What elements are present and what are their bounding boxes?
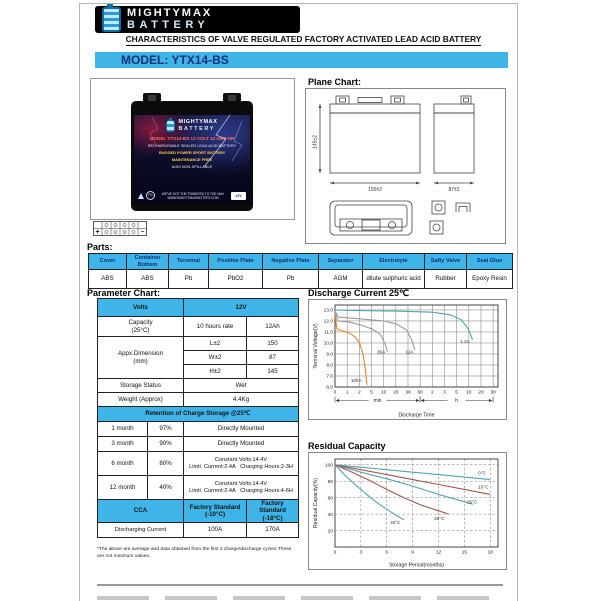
svg-text:Storage Period(months): Storage Period(months) <box>388 562 445 569</box>
svg-text:15: 15 <box>461 550 468 556</box>
pb-icon: Pb <box>146 191 155 200</box>
svg-text:0°C: 0°C <box>478 470 486 476</box>
bottom-separator <box>97 584 503 586</box>
svg-text:1: 1 <box>345 390 349 396</box>
volts-label: Volts <box>98 299 184 317</box>
svg-text:7.0: 7.0 <box>326 374 333 380</box>
svg-text:60: 60 <box>417 390 423 396</box>
dim-name: H±2 <box>184 365 247 379</box>
svg-text:18: 18 <box>487 550 493 556</box>
brand-logo <box>95 6 300 33</box>
plane-chart-title: Plane Chart: <box>308 77 362 87</box>
parts-header-cell: Positive Plate <box>209 254 263 270</box>
label-line5: AGM NON-SPILLABLE <box>171 163 213 169</box>
svg-text:3: 3 <box>359 550 363 556</box>
svg-text:80: 80 <box>327 479 333 485</box>
parts-value-cell: Pb <box>263 270 319 289</box>
svg-text:12A: 12A <box>405 349 414 355</box>
svg-text:13.0: 13.0 <box>323 308 333 314</box>
capacity-rate: 10 hours rate <box>184 317 247 337</box>
terminal-layout-diagram <box>93 221 147 236</box>
parts-header-cell: Electrolyte <box>363 254 425 270</box>
retention-method: Constant Volts:14.4V Limit Current:2.4A Charging Hours:2-3H <box>184 452 299 476</box>
svg-text:5: 5 <box>370 390 373 396</box>
storage-value: Wet <box>184 379 299 393</box>
cca-value-1: 100A <box>184 523 247 538</box>
cutoff-footer-strip <box>97 596 503 600</box>
document-title: CHARACTERISTICS OF VALVE REGULATED FACTORY ACTIVATED LEAD ACID BATTERY <box>125 34 482 44</box>
voltage-badge: 12V <box>231 192 246 200</box>
retention-method: Directly Mounted <box>184 437 299 452</box>
cca-label: CCA <box>98 500 184 523</box>
svg-text:Terminal Voltage(V): Terminal Voltage(V) <box>313 323 319 369</box>
label-line4: MAINTENANCE FREE <box>171 156 213 162</box>
plus-terminal-mark: + <box>95 229 100 236</box>
parts-header-cell: Cover <box>89 254 127 270</box>
discharge-chart <box>308 299 507 420</box>
svg-text:Residual Capacity(%): Residual Capacity(%) <box>313 478 319 528</box>
svg-text:25°C: 25°C <box>466 499 478 505</box>
svg-text:20: 20 <box>478 390 484 396</box>
parts-header-cell: Terminal <box>169 254 209 270</box>
svg-text:2: 2 <box>357 390 361 396</box>
parts-value-cell: Rubber <box>425 270 467 289</box>
dim-value: 145 <box>247 365 299 379</box>
brand-name-bottom: BATTERY <box>127 19 210 31</box>
svg-text:Discharge Time: Discharge Time <box>398 412 435 419</box>
parts-value-cell: Pb <box>169 270 209 289</box>
battery-icon <box>166 120 175 132</box>
dim-depth-label: 87±2 <box>448 187 460 193</box>
parameter-table <box>97 298 299 538</box>
dim-width-label: 150±2 <box>368 187 382 193</box>
parts-table <box>88 253 513 289</box>
retention-method: Constant Volts:14.4V Limit Current:2.4A Charging Hours:4-6H <box>184 476 299 500</box>
svg-text:11.0: 11.0 <box>324 330 333 336</box>
svg-text:12.0: 12.0 <box>323 319 333 325</box>
residual-chart <box>308 452 507 570</box>
dim-name: L±2 <box>184 337 247 351</box>
retention-pct: 97% <box>148 422 184 437</box>
retention-pct: 90% <box>148 437 184 452</box>
parts-header-cell: Seal Glue <box>467 254 513 270</box>
svg-text:20: 20 <box>393 390 399 396</box>
parts-value-cell: ABS <box>127 270 169 289</box>
svg-text:40: 40 <box>327 512 333 518</box>
label-type-line: RECHARGEABLE SEALED LEAD ACID BATTERY <box>147 142 237 148</box>
battery-label <box>134 115 250 203</box>
svg-text:6: 6 <box>385 550 389 556</box>
battery-icon <box>102 7 121 32</box>
brand-name <box>127 8 212 31</box>
residual-chart-title: Residual Capacity <box>308 441 386 451</box>
cca-standard-2: Factory Standard (-18°C) <box>247 500 299 523</box>
parts-header-cell: Container Bottom <box>127 254 169 270</box>
retention-period: 12 month <box>98 476 148 500</box>
retention-pct: 40% <box>148 476 184 500</box>
svg-text:100: 100 <box>324 463 333 469</box>
weight-label: Weight (Approx) <box>98 393 184 407</box>
retention-title: Retention of Charge Storage @25℃ <box>98 407 299 422</box>
dimension-label: Appx.Dimension (mm) <box>98 337 184 379</box>
model-banner: MODEL: YTX14-BS <box>95 52 508 68</box>
capacity-label: Capacity (25°C) <box>98 317 184 337</box>
discharging-label: Discharging Current <box>98 523 184 538</box>
label-brand-logo: MIGHTYMAX BATTERY <box>166 120 217 132</box>
svg-text:20: 20 <box>327 529 333 535</box>
product-image <box>90 78 295 220</box>
svg-text:10.0: 10.0 <box>323 341 333 347</box>
parts-value-cell: dilute sulphuric acid <box>363 270 425 289</box>
dim-name: W±2 <box>184 351 247 365</box>
svg-text:3: 3 <box>443 390 446 396</box>
cca-standard-1: Factory Standard (-10°C) <box>184 500 247 523</box>
minus-terminal-mark: − <box>140 229 145 236</box>
volts-value: 12V <box>184 299 299 317</box>
battery-illustration <box>131 93 253 211</box>
svg-text:10: 10 <box>466 390 472 396</box>
parts-header-cell: Separator <box>319 254 363 270</box>
retention-period: 1 month <box>98 422 148 437</box>
label-line3: RUGGED POWER SPORT BATTERY <box>158 149 226 155</box>
svg-text:0: 0 <box>333 550 337 556</box>
label-model-line: MODEL YTX14-BS 12 VOLT 12 AMP HR <box>149 136 235 141</box>
parts-value-cell: ABS <box>89 270 127 289</box>
retention-period: 6 month <box>98 452 148 476</box>
retention-method: Directly Mounted <box>184 422 299 437</box>
svg-text:30°C: 30°C <box>434 515 445 521</box>
svg-text:6.0: 6.0 <box>326 385 333 391</box>
parts-value-cell: Epoxy Resin <box>467 270 513 289</box>
svg-text:30: 30 <box>405 390 411 396</box>
svg-text:8.0: 8.0 <box>326 363 333 369</box>
footnote: *The above are average and data obtained from the first 3 charge/discharge cycles.These are not minimum values. <box>97 547 292 559</box>
retention-pct: 80% <box>148 452 184 476</box>
svg-text:30: 30 <box>490 390 496 396</box>
svg-text:12: 12 <box>435 550 442 556</box>
svg-text:2: 2 <box>430 390 434 396</box>
discharge-chart-title: Discharge Current 25℃ <box>308 288 410 298</box>
dim-height-label: 145±2 <box>312 135 319 149</box>
svg-text:10°C: 10°C <box>478 484 489 490</box>
plane-chart-figure <box>305 88 506 244</box>
svg-text:1.2A: 1.2A <box>460 338 470 344</box>
svg-text:60: 60 <box>327 496 333 502</box>
parameter-chart-title: Parameter Chart: <box>87 288 161 298</box>
parts-header-cell: Safty Valve <box>425 254 467 270</box>
weight-value: 4.4Kg <box>184 393 299 407</box>
cca-value-2: 170A <box>247 523 299 538</box>
svg-text:5: 5 <box>455 390 458 396</box>
brand-name-top: MIGHTYMAX <box>127 7 213 19</box>
residual-chart-svg <box>309 453 506 569</box>
svg-text:9: 9 <box>411 550 414 556</box>
dim-value: 150 <box>247 337 299 351</box>
discharge-chart-svg <box>309 300 506 419</box>
svg-text:10: 10 <box>380 390 387 396</box>
svg-text:h: h <box>455 398 459 405</box>
parts-header-cell: Negative Plate <box>263 254 319 270</box>
svg-text:36A: 36A <box>376 349 386 355</box>
capacity-value: 12Ah <box>247 317 299 337</box>
storage-label: Storage Status <box>98 379 184 393</box>
retention-period: 3 month <box>98 437 148 452</box>
svg-text:100A: 100A <box>350 378 362 384</box>
svg-text:40°C: 40°C <box>390 519 401 525</box>
svg-text:9.0: 9.0 <box>326 352 333 358</box>
svg-text:min: min <box>373 398 382 405</box>
parts-value-cell: AGM <box>319 270 363 289</box>
lightning-graphic <box>134 115 250 203</box>
dim-value: 87 <box>247 351 299 365</box>
parts-value-cell: PbO2 <box>209 270 263 289</box>
recycle-icon <box>138 193 144 199</box>
label-footer-text: WE'VE GOT THE POWERED TO THE MAX WWW.MIGHTYMAXBATTERY.COM <box>161 191 225 200</box>
parts-title: Parts: <box>87 242 113 252</box>
svg-text:0: 0 <box>333 390 337 396</box>
